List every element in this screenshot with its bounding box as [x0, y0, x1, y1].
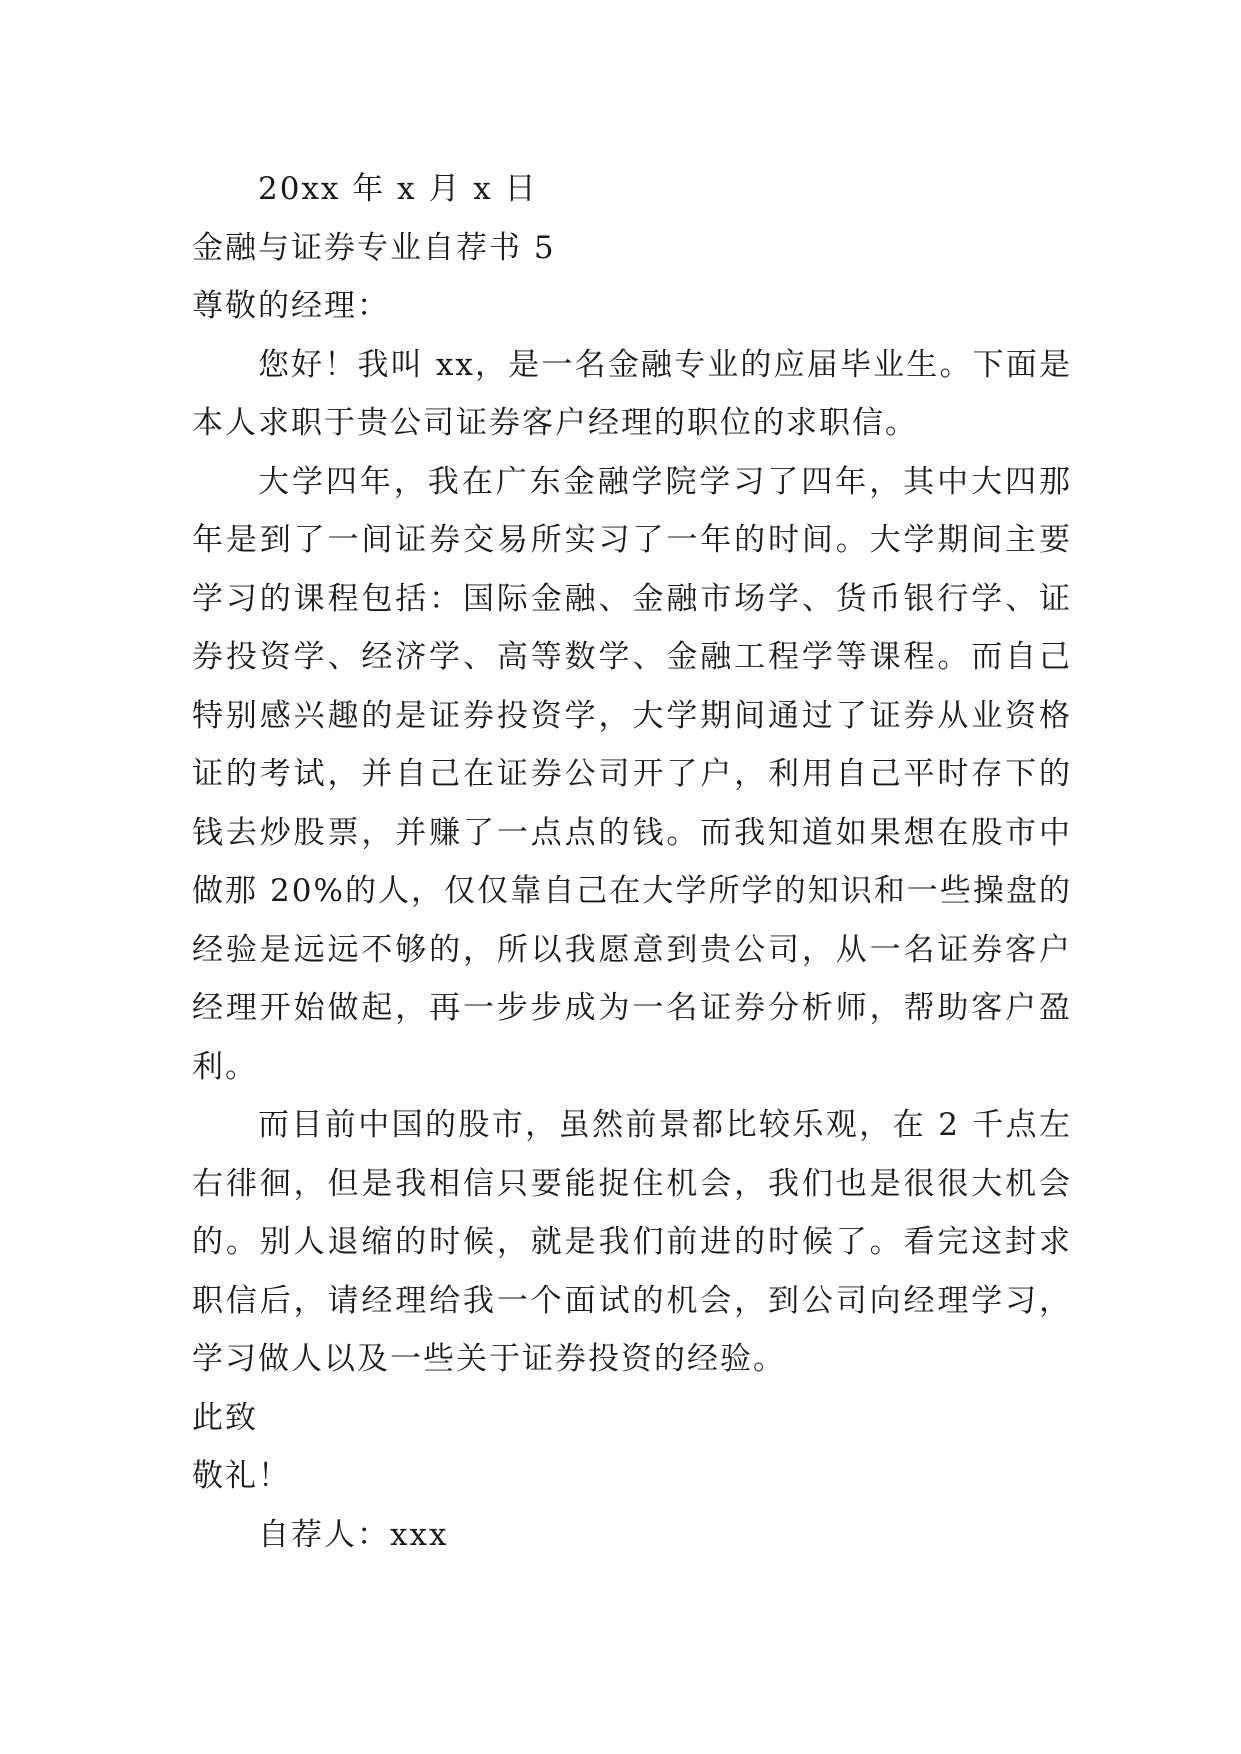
paragraph-closing-request: 而目前中国的股市，虽然前景都比较乐观，在 2 千点左右徘徊，但是我相信只要能捉住机会，我们也是很很大机会的。别人退缩的时候，就是我们前进的时候了。看完这封求职信后，请经理给我一个面试的机会，到公司向经理学习，学习做人以及一些关于证券投资的经验。: [192, 1107, 1072, 1377]
salutation: 尊敬的经理：: [192, 288, 390, 324]
closing-phrase: 此致: [192, 1399, 258, 1436]
paragraph-intro: 您好！我叫 xx，是一名金融专业的应届毕业生。下面是本人求职于贵公司证券客户经理的职位的求职信。: [192, 346, 1072, 441]
signature: 自荐人：xxx: [258, 1516, 449, 1553]
paragraph-education: 大学四年，我在广东金融学院学习了四年，其中大四那年是到了一间证券交易所实习了一年的时间。大学期间主要学习的课程包括：国际金融、金融市场学、货币银行学、证券投资学、经济学、高等数学、金融工程学等课程。而自己特别感兴趣的是证券投资学，大学期间通过了证券从业资格证的考试，并自己在证券公司开了户，利用自己平时存下的钱去炒股票，并赚了一点点的钱。而我知道如果想在股市中做那 20%的人，仅仅靠自己在大学所学的知识和一些操盘的经验是远远不够的，所以我愿意到贵公司，从一名证券客户经理开始做起，再一步步成为一名证券分析师，帮助客户盈利。: [192, 463, 1072, 1085]
document-title: 金融与证券专业自荐书 5: [192, 229, 556, 266]
document-body: [192, 160, 1072, 1564]
letter-date: 20xx 年 x 月 x 日: [258, 171, 538, 207]
closing-salute: 敬礼！: [192, 1458, 291, 1494]
